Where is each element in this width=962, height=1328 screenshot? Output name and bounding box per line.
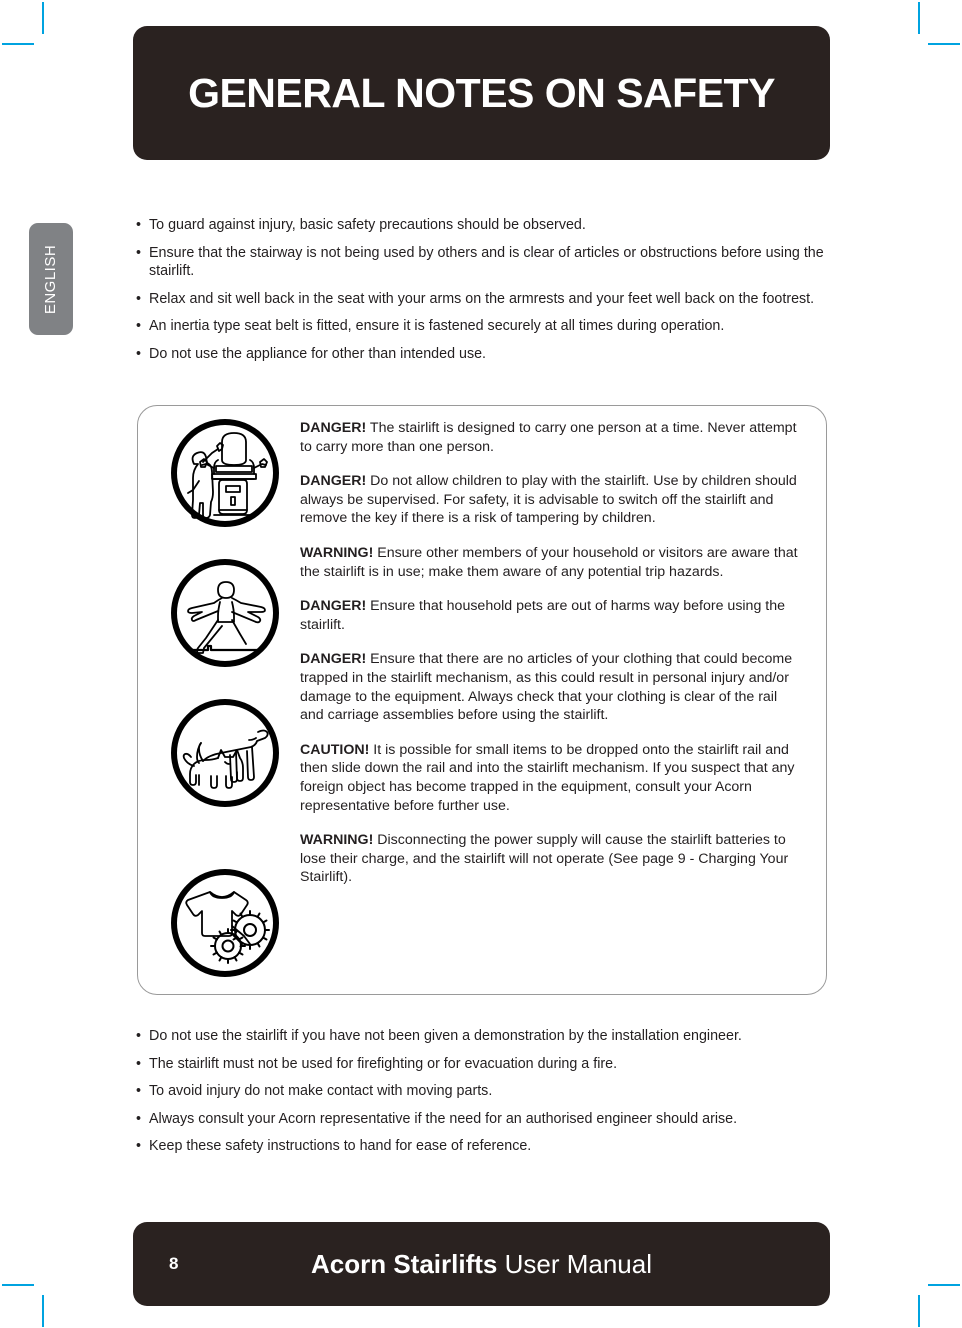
warning-severity-label: WARNING! xyxy=(300,832,374,849)
crop-mark-bottom-left-vertical xyxy=(42,1295,44,1327)
household-pets-dog-cat-icon xyxy=(170,698,280,808)
top-bullet-text: To guard against injury, basic safety precautions should be observed. xyxy=(149,217,586,233)
warning-body-text: Do not allow children to play with the stairlift. Use by children should always be supervised. For safety, it is advisable to switch off the stairlift and remove the key if there is a risk of tampering by children. xyxy=(300,473,797,527)
bottom-bullet-text: To avoid injury do not make contact with moving parts. xyxy=(149,1083,493,1099)
top-safety-bullet-list xyxy=(133,216,839,372)
person-tripping-icon xyxy=(170,558,280,668)
top-bullet-item xyxy=(133,345,839,364)
crop-mark-top-right-vertical xyxy=(918,2,920,34)
bullet-point-icon: • xyxy=(136,217,142,233)
bottom-safety-bullet-list xyxy=(133,1027,839,1165)
warning-severity-label: DANGER! xyxy=(300,420,367,436)
bullet-point-icon: • xyxy=(136,1028,142,1044)
bullet-point-icon: • xyxy=(136,1083,142,1099)
warning-paragraph xyxy=(300,741,804,815)
top-bullet-text: Do not use the appliance for other than intended use. xyxy=(149,345,487,362)
bullet-point-icon: • xyxy=(136,244,142,261)
bottom-bullet-item xyxy=(133,1137,839,1156)
top-bullet-item xyxy=(133,216,839,235)
warning-text-column xyxy=(300,406,826,994)
bottom-bullet-item xyxy=(133,1082,839,1101)
crop-mark-bottom-right-horizontal xyxy=(928,1284,960,1286)
top-bullet-item xyxy=(133,290,839,309)
warning-body-text: Ensure that household pets are out of harms way before using the stairlift. xyxy=(300,598,786,633)
warning-paragraph xyxy=(300,650,804,724)
bullet-point-icon: • xyxy=(136,1110,142,1127)
crop-mark-top-left-horizontal xyxy=(2,43,34,45)
warning-severity-label: CAUTION! xyxy=(300,741,370,758)
bullet-point-icon: • xyxy=(136,1055,142,1072)
warning-icon-column xyxy=(138,406,300,994)
warning-paragraph xyxy=(300,419,804,456)
warning-severity-label: DANGER! xyxy=(300,651,367,668)
warning-severity-label: WARNING! xyxy=(300,544,374,561)
warning-paragraph xyxy=(300,544,804,581)
child-reaching-stairlift-icon xyxy=(170,418,280,528)
language-tab-label: ENGLISH xyxy=(42,244,60,314)
crop-mark-bottom-right-vertical xyxy=(918,1295,920,1327)
crop-mark-top-left-vertical xyxy=(42,2,44,34)
warning-paragraph xyxy=(300,472,804,528)
bullet-point-icon: • xyxy=(136,1138,142,1154)
warning-body-text: It is possible for small items to be dropped onto the stairlift rail and then slide down the rail and into the stairlift mechanism. If you suspect that any foreign object has become trapped in the equipment, consult your Acorn representative before further use. xyxy=(300,741,795,814)
language-tab-english xyxy=(29,223,73,335)
warnings-panel xyxy=(137,405,827,995)
page-footer-bar xyxy=(133,1222,830,1306)
footer-brand: Acorn Stairlifts xyxy=(311,1248,498,1279)
warning-body-text: The stairlift is designed to carry one person at a time. Never attempt to carry more than one person. xyxy=(300,420,797,455)
warning-body-text: Ensure that there are no articles of your clothing that could become trapped in the stairlift mechanism, as this could result in personal injury and/or damage to the equipment. Always check that your clothing is clear of the rail and carriage assemblies before using the stairlift. xyxy=(300,651,793,724)
page-number: 8 xyxy=(169,1254,179,1273)
warning-severity-label: DANGER! xyxy=(300,598,367,615)
bullet-point-icon: • xyxy=(136,318,142,334)
footer-suffix: User Manual xyxy=(497,1248,652,1279)
bullet-point-icon: • xyxy=(136,345,142,362)
bottom-bullet-item xyxy=(133,1110,839,1129)
warning-severity-label: DANGER! xyxy=(300,473,367,490)
bottom-bullet-text: Keep these safety instructions to hand for ease of reference. xyxy=(149,1138,532,1154)
top-bullet-item xyxy=(133,317,839,336)
footer-manual-title xyxy=(133,1222,830,1306)
page-title: GENERAL NOTES ON SAFETY xyxy=(188,69,775,116)
warning-paragraph xyxy=(300,597,804,634)
bottom-bullet-item xyxy=(133,1055,839,1074)
warning-paragraph xyxy=(300,831,804,887)
warning-body-text: Ensure other members of your household or visitors are aware that the stairlift is in use; make them aware of any potential trip hazards. xyxy=(300,544,798,580)
bottom-bullet-item xyxy=(133,1027,839,1046)
top-bullet-item xyxy=(133,244,839,281)
crop-mark-top-right-horizontal xyxy=(928,43,960,45)
bullet-point-icon: • xyxy=(136,290,142,307)
bottom-bullet-text: Always consult your Acorn representative if the need for an authorised engineer should arise. xyxy=(149,1110,738,1127)
crop-mark-bottom-left-horizontal xyxy=(2,1284,34,1286)
top-bullet-text: An inertia type seat belt is fitted, ensure it is fastened securely at all times during operation. xyxy=(149,318,725,334)
clothing-caught-in-gears-icon xyxy=(170,868,280,978)
top-bullet-text: Relax and sit well back in the seat with your arms on the armrests and your feet well back on the footrest. xyxy=(149,290,815,307)
bottom-bullet-text: Do not use the stairlift if you have not been given a demonstration by the installation engineer. xyxy=(149,1028,742,1044)
bottom-bullet-text: The stairlift must not be used for firefighting or for evacuation during a fire. xyxy=(149,1055,618,1072)
top-bullet-text: Ensure that the stairway is not being used by others and is clear of articles or obstructions before using the stairlift. xyxy=(149,244,824,279)
page-header-bar xyxy=(133,26,830,160)
warning-body-text: Disconnecting the power supply will cause the stairlift batteries to lose their charge, and the stairlift will not operate (See page 9 - Charging Your Stairlift). xyxy=(300,832,789,886)
